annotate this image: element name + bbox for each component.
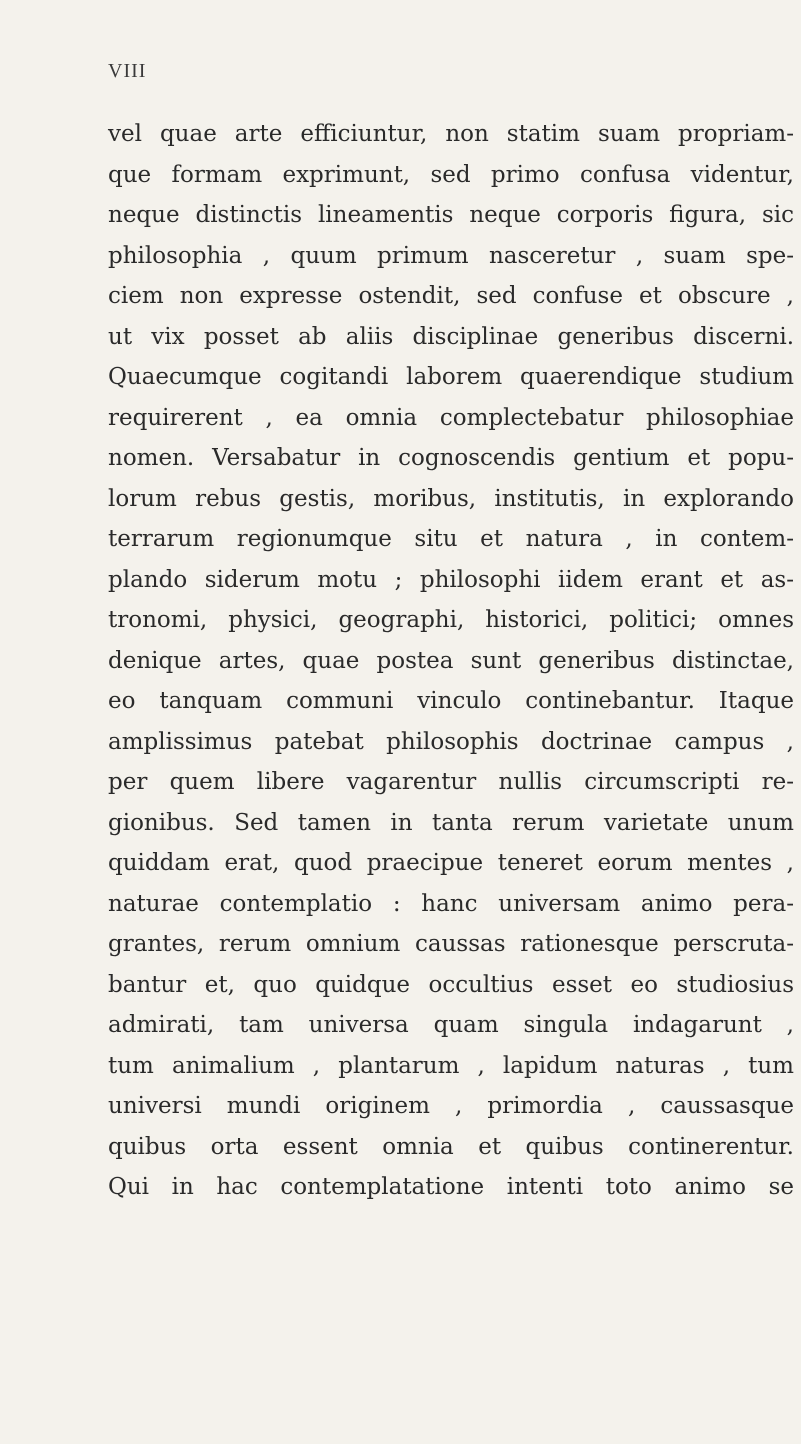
text-line: admirati, tam universa quam singula indagarunt , [108, 1012, 794, 1038]
text-line: gionibus. Sed tamen in tanta rerum varietate unum [108, 809, 794, 836]
text-line: neque distinctis lineamentis neque corporis figura, sic [108, 202, 794, 228]
text-line: amplissimus patebat philosophis doctrinae campus , [108, 728, 794, 755]
text-line: nomen. Versabatur in cognoscendis gentium et popu- [108, 445, 794, 471]
text-line: bantur et, quo quidque occultius esset eo studiosius [108, 971, 794, 998]
text-line: quibus orta essent omnia et quibus continerentur. [108, 1133, 794, 1160]
text-line: lorum rebus gestis, moribus, institutis, in explorando [108, 485, 794, 512]
text-line: quiddam erat, quod praecipue teneret eorum mentes , [108, 850, 794, 876]
text-line: ciem non expresse ostendit, sed confuse et obscure , [108, 283, 794, 309]
text-line: Qui in hac contemplatatione intenti toto animo se [108, 1174, 794, 1200]
text-line: ut vix posset ab aliis disciplinae generibus discerni. [108, 323, 794, 350]
body-text [108, 114, 794, 1208]
text-line: grantes, rerum omnium caussas rationesque perscruta- [108, 931, 794, 957]
text-line: requirerent , ea omnia complectebatur philosophiae [108, 404, 794, 431]
text-line: plando siderum motu ; philosophi iidem erant et as- [108, 566, 794, 593]
text-line: universi mundi originem , primordia , caussasque [108, 1093, 794, 1119]
text-line: tum animalium , plantarum , lapidum naturas , tum [108, 1052, 794, 1079]
text-line: vel quae arte efficiuntur, non statim suam propriam- [108, 121, 794, 147]
text-line: denique artes, quae postea sunt generibus distinctae, [108, 647, 794, 674]
text-line: terrarum regionumque situ et natura , in contem- [108, 526, 794, 552]
text-line: eo tanquam communi vinculo continebantur. Itaque [108, 688, 794, 714]
text-line: Quaecumque cogitandi laborem quaerendique studium [108, 364, 794, 390]
text-line: naturae contemplatio : hanc universam animo pera- [108, 890, 794, 917]
text-line: tronomi, physici, geographi, historici, politici; omnes [108, 607, 794, 633]
text-line: que formam exprimunt, sed primo confusa videntur, [108, 161, 794, 188]
page-number: VIII [108, 60, 147, 82]
text-line: per quem libere vagarentur nullis circumscripti re- [108, 769, 794, 795]
text-line: philosophia , quum primum nasceretur , suam spe- [108, 242, 794, 269]
